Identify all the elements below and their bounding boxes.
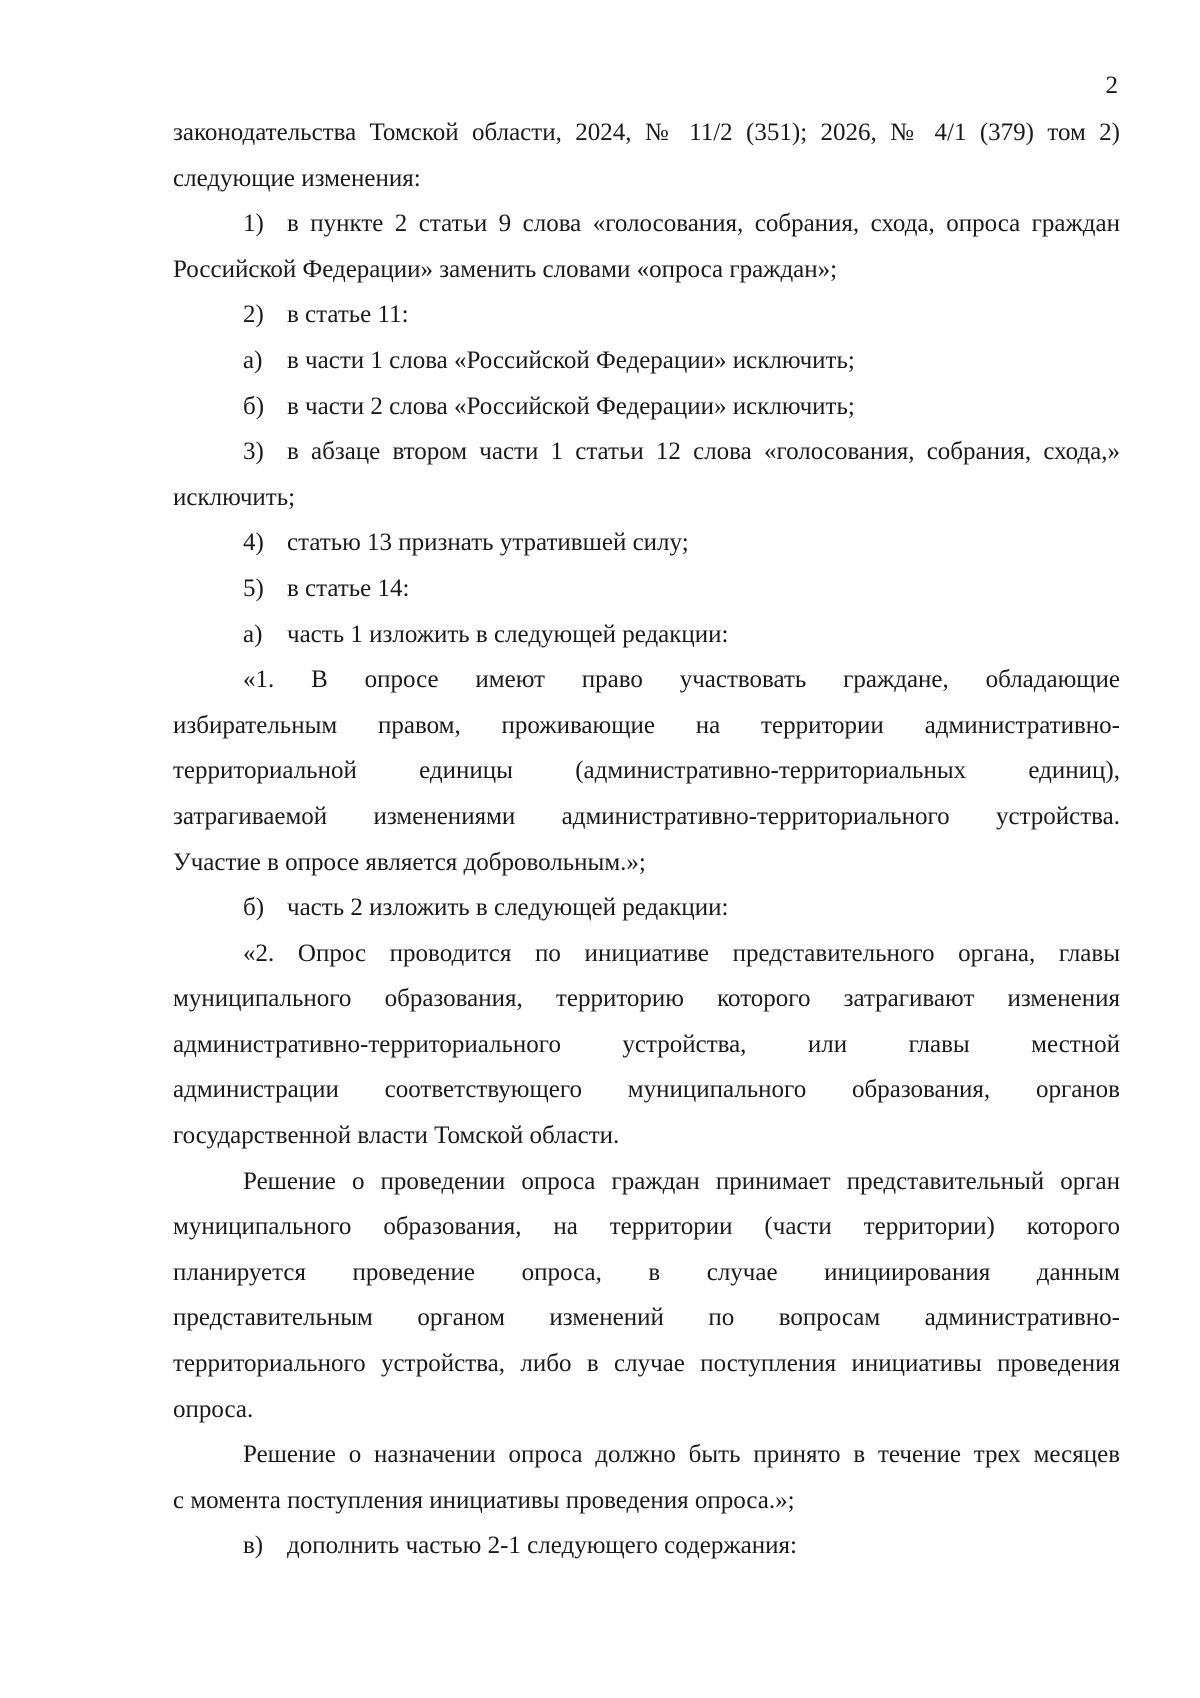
list-marker: 4) xyxy=(243,529,264,557)
list-marker: в) xyxy=(243,1532,264,1560)
line-text: статью 13 признать утратившей силу; xyxy=(287,529,689,557)
line-text: Российской Федерации» заменить словами «опроса граждан»; xyxy=(173,255,838,283)
text-line xyxy=(173,475,1120,521)
line-text: «2. Опрос проводится по инициативе представительного органа, главы xyxy=(243,939,1120,967)
text-line xyxy=(173,566,1120,612)
line-text: законодательства Томской области, 2024, № 11/2 (351); 2026, № 4/1 (379) том 2) xyxy=(173,119,1120,146)
text-line xyxy=(173,976,1120,1022)
list-marker: 3) xyxy=(243,438,264,466)
text-line xyxy=(173,338,1120,384)
list-marker: а) xyxy=(243,346,263,374)
line-text: с момента поступления инициативы проведения опроса.»; xyxy=(173,1486,795,1514)
page-number: 2 xyxy=(1105,72,1118,99)
line-text: Участие в опросе является добровольным.»; xyxy=(173,848,646,876)
text-line xyxy=(173,657,1120,703)
list-marker: 1) xyxy=(243,210,264,238)
text-line xyxy=(173,931,1120,977)
line-text: в статье 11: xyxy=(287,301,409,329)
line-text: избирательным правом, проживающие на территории административно- xyxy=(173,711,1120,739)
text-line xyxy=(173,885,1120,931)
text-line xyxy=(173,1159,1120,1205)
line-text: в статье 14: xyxy=(287,574,410,602)
list-marker: а) xyxy=(243,620,263,648)
text-line xyxy=(173,110,1120,156)
line-text: в части 1 слова «Российской Федерации» исключить; xyxy=(287,346,855,374)
line-text: в абзаце втором части 1 статьи 12 слова «голосования, собрания, схода,» xyxy=(287,438,1120,466)
line-text: муниципального образования, на территории (части территории) которого xyxy=(173,1213,1120,1241)
text-line xyxy=(173,429,1120,475)
list-marker: 2) xyxy=(243,301,264,329)
text-line xyxy=(173,1204,1120,1250)
line-text: территориальной единицы (административно-территориальных единиц), xyxy=(173,757,1120,785)
line-text: Решение о назначении опроса должно быть принято в течение трех месяцев xyxy=(243,1441,1120,1469)
text-line xyxy=(173,1113,1120,1159)
text-line xyxy=(173,1387,1120,1433)
text-line xyxy=(173,1432,1120,1478)
list-marker: б) xyxy=(243,894,265,922)
line-text: представительным органом изменений по вопросам административно- xyxy=(173,1304,1120,1332)
text-line xyxy=(173,1341,1120,1387)
line-text: государственной власти Томской области. xyxy=(173,1122,620,1150)
text-line xyxy=(173,1022,1120,1068)
text-line xyxy=(173,156,1120,202)
line-text: дополнить частью 2-1 следующего содержания: xyxy=(287,1532,797,1560)
line-text: администрации соответствующего муниципального образования, органов xyxy=(173,1076,1120,1104)
text-line xyxy=(173,748,1120,794)
text-line xyxy=(173,1523,1120,1569)
line-text: планируется проведение опроса, в случае инициирования данным xyxy=(173,1258,1120,1286)
line-text: следующие изменения: xyxy=(173,164,421,192)
line-text: в части 2 слова «Российской Федерации» исключить; xyxy=(287,392,855,420)
line-text: административно-территориального устройства, или главы местной xyxy=(173,1030,1120,1058)
line-text: часть 1 изложить в следующей редакции: xyxy=(287,620,729,648)
list-marker: 5) xyxy=(243,574,264,602)
line-text: исключить; xyxy=(173,483,296,511)
line-text: территориального устройства, либо в случае поступления инициативы проведения xyxy=(173,1350,1120,1378)
line-text: часть 2 изложить в следующей редакции: xyxy=(287,894,729,922)
line-text: затрагиваемой изменениями административно-территориального устройства. xyxy=(173,802,1120,830)
text-line xyxy=(173,612,1120,658)
text-line xyxy=(173,1250,1120,1296)
text-line xyxy=(173,794,1120,840)
list-marker: б) xyxy=(243,392,265,420)
line-text: муниципального образования, территорию которого затрагивают изменения xyxy=(173,985,1120,1013)
line-text: «1. В опросе имеют право участвовать граждане, обладающие xyxy=(243,666,1120,694)
line-text: в пункте 2 статьи 9 слова «голосования, собрания, схода, опроса граждан xyxy=(287,210,1120,238)
text-line xyxy=(173,201,1120,247)
document-body xyxy=(173,110,1120,1569)
text-line xyxy=(173,292,1120,338)
text-line xyxy=(173,384,1120,430)
text-line xyxy=(173,520,1120,566)
text-line xyxy=(173,1295,1120,1341)
text-line xyxy=(173,1067,1120,1113)
text-line xyxy=(173,247,1120,293)
line-text: Решение о проведении опроса граждан принимает представительный орган xyxy=(243,1167,1120,1195)
text-line xyxy=(173,1478,1120,1524)
text-line xyxy=(173,840,1120,886)
text-line xyxy=(173,703,1120,749)
line-text: опроса. xyxy=(173,1395,254,1423)
